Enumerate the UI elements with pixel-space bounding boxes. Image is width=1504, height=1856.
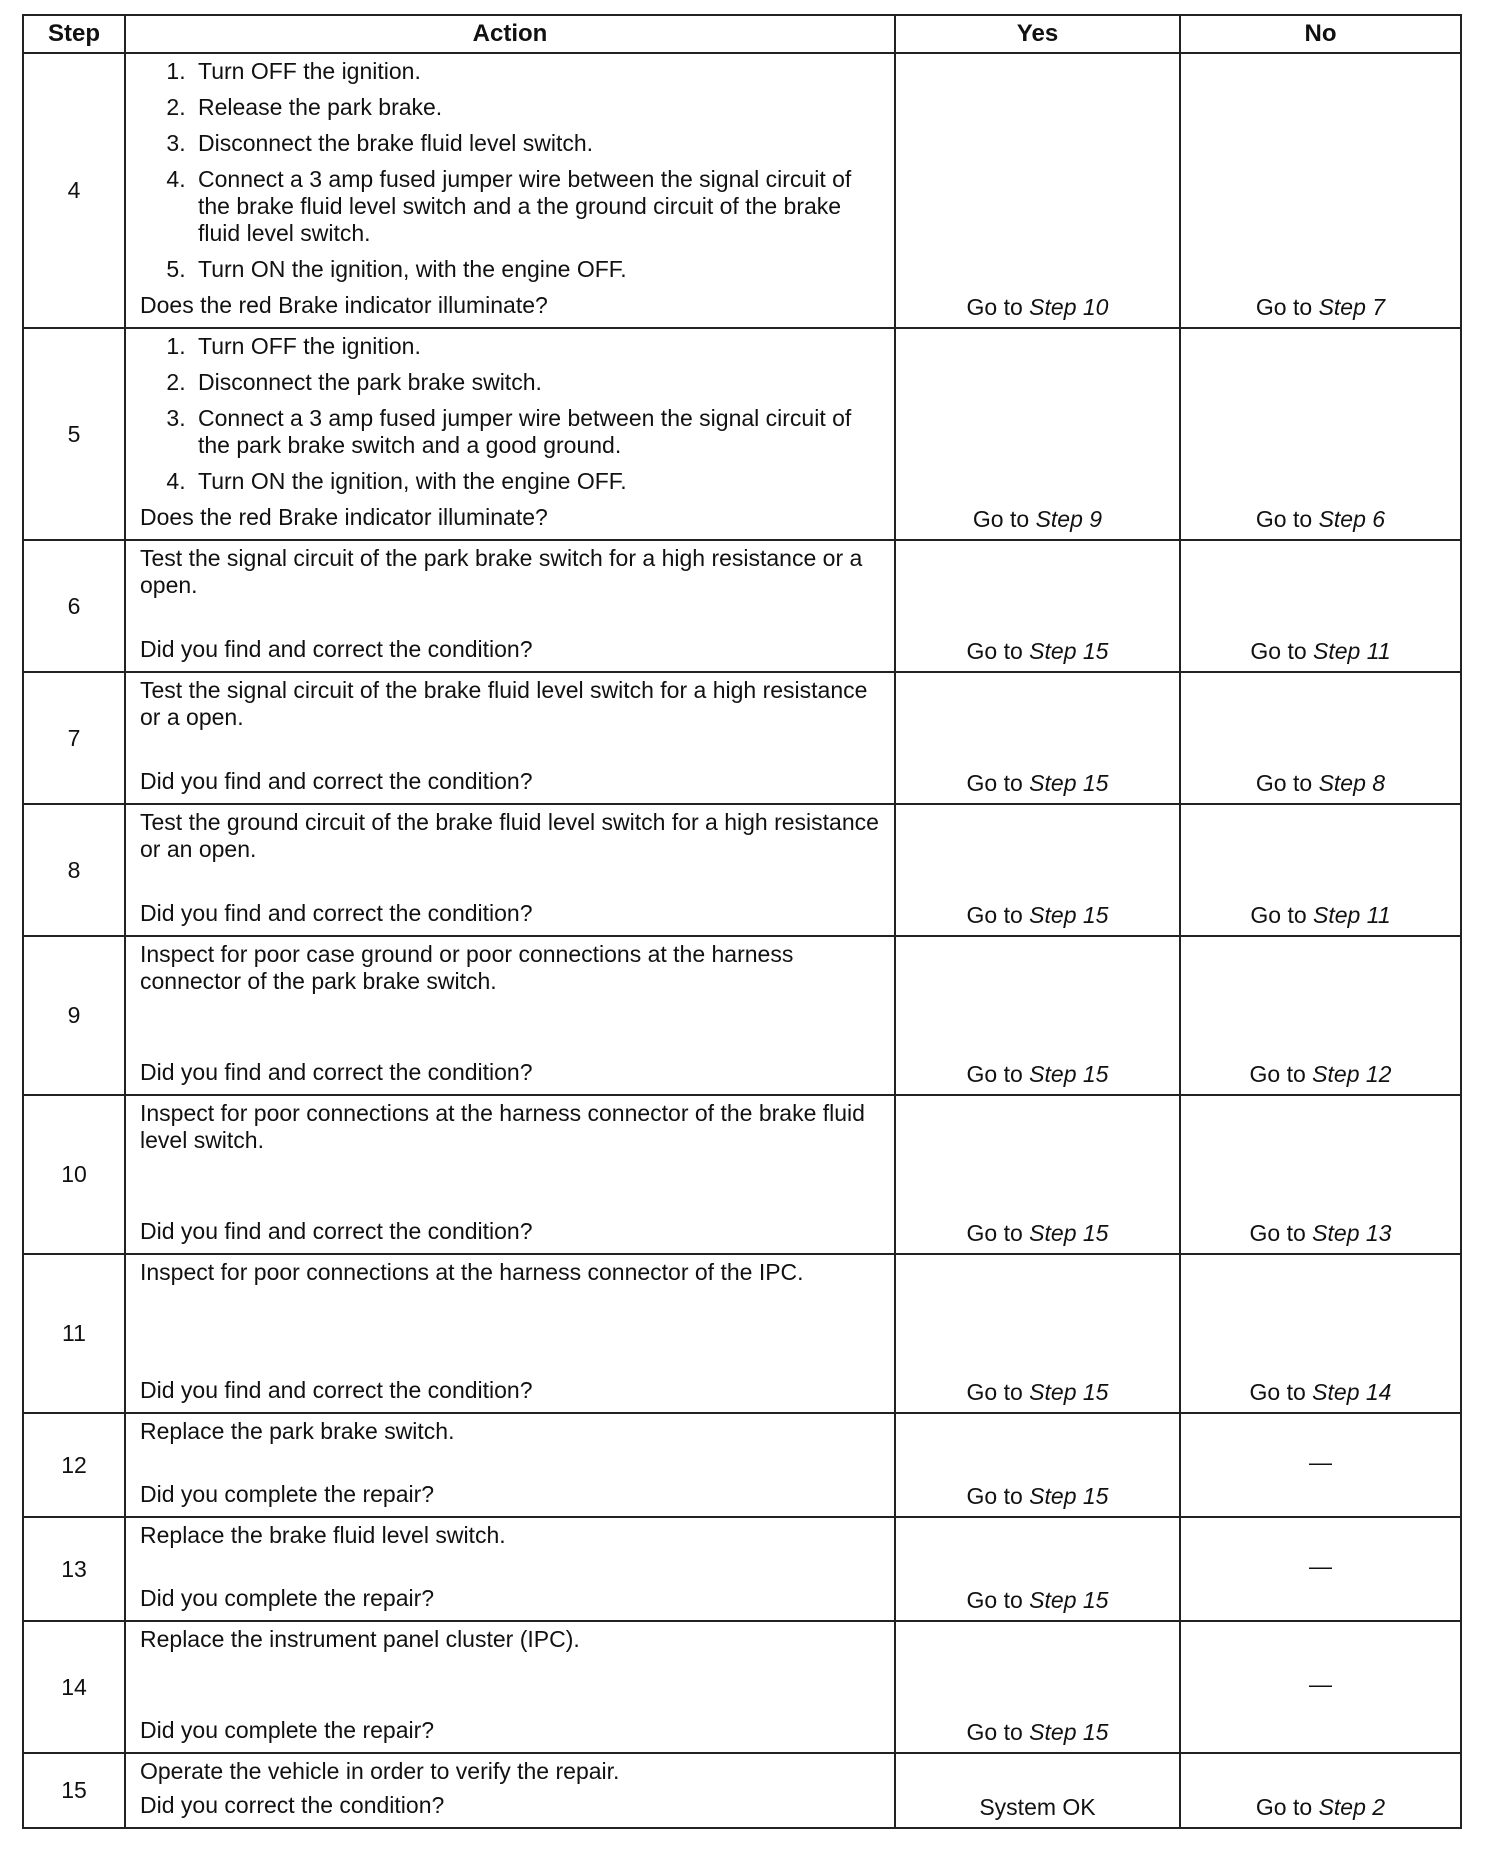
step-reference: Step 14 [1312, 1379, 1392, 1405]
table-row [23, 672, 1461, 804]
step-reference: Step 7 [1318, 294, 1386, 320]
question-text: Did you find and correct the condition? [140, 1059, 533, 1085]
action-content [140, 1259, 880, 1404]
goto-prefix: Go to [1255, 506, 1319, 532]
no-result [1180, 936, 1461, 1095]
no-result [1180, 1413, 1461, 1517]
step-reference: Step 15 [1029, 1719, 1109, 1745]
yes-result [895, 53, 1180, 328]
procedure-item: 3. Disconnect the brake fluid level switch. [192, 130, 880, 157]
header-row [23, 15, 1461, 53]
table-row [23, 1753, 1461, 1828]
yes-result [895, 1753, 1180, 1828]
result-text: System OK [979, 1794, 1096, 1820]
table-row [23, 1621, 1461, 1753]
question-text: Did you find and correct the condition? [140, 636, 533, 662]
procedure-item: 5. Turn ON the ignition, with the engine OFF. [192, 256, 880, 283]
goto-prefix: Go to [1250, 902, 1314, 928]
action-cell [125, 1517, 895, 1621]
no-result [1180, 328, 1461, 540]
step-reference: Step 15 [1029, 638, 1109, 664]
instruction-text: Test the signal circuit of the park brake switch for a high resistance or a open. [140, 545, 863, 598]
step-reference: Step 15 [1029, 1483, 1109, 1509]
goto-prefix: Go to [972, 506, 1036, 532]
table-row [23, 804, 1461, 936]
step-reference: Step 11 [1313, 902, 1391, 928]
goto-prefix: Go to [966, 1220, 1030, 1246]
no-result [1180, 1753, 1461, 1828]
result-text: — [1309, 1552, 1332, 1579]
diagnostic-table [22, 14, 1462, 1829]
question-text: Does the red Brake indicator illuminate? [140, 504, 548, 530]
instruction-text: Inspect for poor case ground or poor connections at the harness connector of the park brake switch. [140, 941, 794, 994]
action-content [140, 941, 880, 1086]
step-reference: Step 15 [1029, 1379, 1109, 1405]
action-cell [125, 53, 895, 328]
action-content [140, 1522, 880, 1612]
action-content [140, 58, 880, 319]
question-text: Did you complete the repair? [140, 1481, 435, 1507]
procedure-item: 4. Turn ON the ignition, with the engine OFF. [192, 468, 880, 495]
goto-prefix: Go to [966, 1379, 1030, 1405]
action-cell [125, 540, 895, 672]
step-reference: Step 15 [1029, 1220, 1109, 1246]
header-no: No [1180, 15, 1461, 53]
procedure-list [140, 333, 880, 504]
procedure-item: 2. Disconnect the park brake switch. [192, 369, 880, 396]
step-reference: Step 15 [1029, 1061, 1109, 1087]
question-text: Did you complete the repair? [140, 1585, 435, 1611]
step-number: 5 [23, 328, 125, 540]
action-cell [125, 672, 895, 804]
yes-result [895, 804, 1180, 936]
table-row [23, 53, 1461, 328]
instruction-text: Replace the instrument panel cluster (IPC). [140, 1626, 580, 1652]
step-reference: Step 12 [1312, 1061, 1392, 1087]
step-reference: Step 11 [1313, 638, 1391, 664]
procedure-item: 3. Connect a 3 amp fused jumper wire between the signal circuit of the park brake switch and a good ground. [192, 405, 880, 459]
yes-result [895, 540, 1180, 672]
goto-prefix: Go to [966, 1587, 1030, 1613]
step-number: 4 [23, 53, 125, 328]
step-number: 10 [23, 1095, 125, 1254]
action-content [140, 677, 880, 795]
procedure-list [140, 58, 880, 292]
step-number: 14 [23, 1621, 125, 1753]
action-cell [125, 936, 895, 1095]
step-reference: Step 9 [1035, 506, 1103, 532]
yes-result [895, 672, 1180, 804]
instruction-text: Inspect for poor connections at the harness connector of the IPC. [140, 1259, 804, 1285]
instruction-text: Replace the brake fluid level switch. [140, 1522, 506, 1548]
instruction-text: Operate the vehicle in order to verify the repair. [140, 1758, 620, 1784]
action-cell [125, 328, 895, 540]
step-reference: Step 15 [1029, 770, 1109, 796]
goto-prefix: Go to [966, 294, 1030, 320]
yes-result [895, 936, 1180, 1095]
step-reference: Step 15 [1029, 1587, 1109, 1613]
step-number: 11 [23, 1254, 125, 1413]
no-result [1180, 1254, 1461, 1413]
instruction-text: Inspect for poor connections at the harness connector of the brake fluid level switch. [140, 1100, 865, 1153]
action-content [140, 1758, 880, 1819]
action-content [140, 809, 880, 927]
result-text: — [1309, 1670, 1332, 1697]
goto-prefix: Go to [1249, 1220, 1313, 1246]
step-number: 15 [23, 1753, 125, 1828]
action-cell [125, 1413, 895, 1517]
yes-result [895, 1517, 1180, 1621]
goto-prefix: Go to [1255, 294, 1319, 320]
action-content [140, 1626, 880, 1744]
action-cell [125, 804, 895, 936]
goto-prefix: Go to [966, 1719, 1030, 1745]
no-result [1180, 1095, 1461, 1254]
procedure-item: 1. Turn OFF the ignition. [192, 333, 880, 360]
table-row [23, 540, 1461, 672]
step-reference: Step 8 [1318, 770, 1386, 796]
no-result [1180, 1517, 1461, 1621]
result-text: — [1309, 1448, 1332, 1475]
question-text: Did you complete the repair? [140, 1717, 435, 1743]
question-text: Does the red Brake indicator illuminate? [140, 292, 548, 318]
step-number: 12 [23, 1413, 125, 1517]
step-reference: Step 6 [1318, 506, 1386, 532]
step-number: 6 [23, 540, 125, 672]
step-number: 13 [23, 1517, 125, 1621]
goto-prefix: Go to [966, 1483, 1030, 1509]
table-row [23, 1095, 1461, 1254]
no-result [1180, 1621, 1461, 1753]
goto-prefix: Go to [966, 770, 1030, 796]
step-reference: Step 13 [1312, 1220, 1392, 1246]
action-cell [125, 1095, 895, 1254]
action-cell [125, 1254, 895, 1413]
no-result [1180, 53, 1461, 328]
yes-result [895, 1254, 1180, 1413]
goto-prefix: Go to [1255, 1794, 1319, 1820]
question-text: Did you find and correct the condition? [140, 1377, 533, 1403]
table-row [23, 1517, 1461, 1621]
instruction-text: Replace the park brake switch. [140, 1418, 455, 1444]
action-content [140, 1418, 880, 1508]
procedure-item: 2. Release the park brake. [192, 94, 880, 121]
yes-result [895, 1413, 1180, 1517]
action-content [140, 1100, 880, 1245]
step-reference: Step 2 [1318, 1794, 1386, 1820]
question-text: Did you find and correct the condition? [140, 1218, 533, 1244]
goto-prefix: Go to [1255, 770, 1319, 796]
yes-result [895, 1621, 1180, 1753]
goto-prefix: Go to [1249, 1379, 1313, 1405]
step-reference: Step 15 [1029, 902, 1109, 928]
action-content [140, 333, 880, 531]
yes-result [895, 328, 1180, 540]
table-row [23, 328, 1461, 540]
procedure-item: 4. Connect a 3 amp fused jumper wire between the signal circuit of the brake fluid level switch and a the ground circuit of the brake fluid level switch. [192, 166, 880, 247]
goto-prefix: Go to [966, 902, 1030, 928]
step-number: 7 [23, 672, 125, 804]
action-content [140, 545, 880, 663]
header-yes: Yes [895, 15, 1180, 53]
no-result [1180, 540, 1461, 672]
goto-prefix: Go to [1250, 638, 1314, 664]
goto-prefix: Go to [1249, 1061, 1313, 1087]
step-number: 9 [23, 936, 125, 1095]
question-text: Did you find and correct the condition? [140, 900, 533, 926]
question-text: Did you correct the condition? [140, 1792, 445, 1818]
step-number: 8 [23, 804, 125, 936]
goto-prefix: Go to [966, 638, 1030, 664]
question-text: Did you find and correct the condition? [140, 768, 533, 794]
goto-prefix: Go to [966, 1061, 1030, 1087]
header-action: Action [125, 15, 895, 53]
action-cell [125, 1621, 895, 1753]
step-reference: Step 10 [1029, 294, 1109, 320]
header-step: Step [23, 15, 125, 53]
table-row [23, 936, 1461, 1095]
yes-result [895, 1095, 1180, 1254]
table-row [23, 1254, 1461, 1413]
procedure-item: 1. Turn OFF the ignition. [192, 58, 880, 85]
instruction-text: Test the signal circuit of the brake fluid level switch for a high resistance or a open. [140, 677, 868, 730]
table-row [23, 1413, 1461, 1517]
action-cell [125, 1753, 895, 1828]
instruction-text: Test the ground circuit of the brake fluid level switch for a high resistance or an open. [140, 809, 879, 862]
no-result [1180, 804, 1461, 936]
no-result [1180, 672, 1461, 804]
